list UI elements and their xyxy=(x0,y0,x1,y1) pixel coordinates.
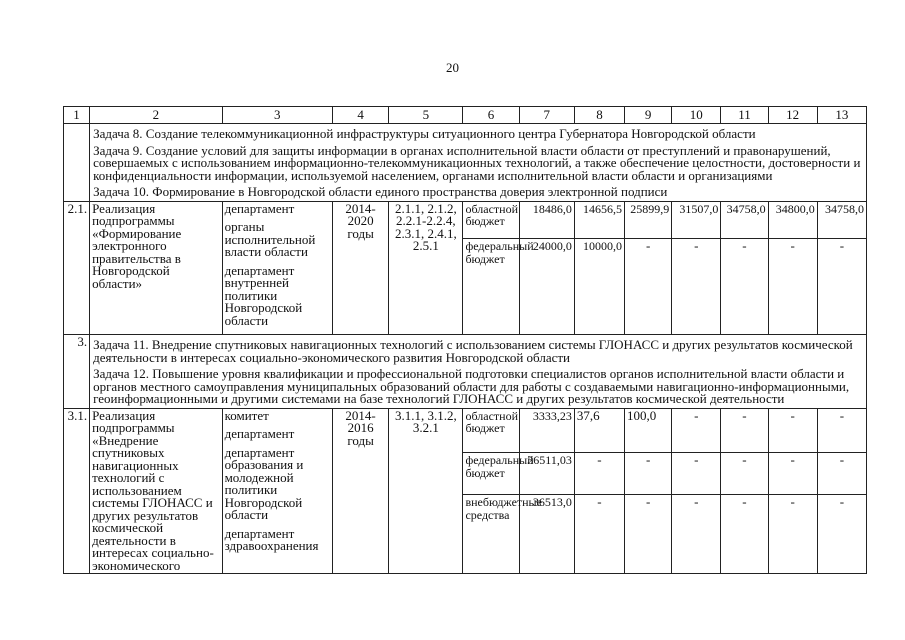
executor: органы исполнительной власти области xyxy=(224,219,316,259)
task-8: Задача 8. Создание телекоммуникационной инфраструктуры ситуационного центра Губернатора Новгородской области xyxy=(93,126,756,141)
header-cell: 5 xyxy=(389,107,463,124)
value-cell: - xyxy=(817,495,866,574)
value-cell: - xyxy=(625,239,672,335)
header-cell: 3 xyxy=(222,107,332,124)
row-number: 2.1. xyxy=(64,201,90,335)
source-name: федеральный бюджет xyxy=(463,453,519,495)
value-cell: - xyxy=(721,453,768,495)
executor: комитет xyxy=(224,407,269,423)
value-cell: 36513,0 xyxy=(519,495,574,574)
value-cell: - xyxy=(672,239,721,335)
executor: департамент здравоохранения xyxy=(224,525,319,553)
value-cell: 34758,0 xyxy=(721,201,768,239)
source-name: внебюджетные средства xyxy=(463,495,519,574)
task-12: Задача 12. Повышение уровня квалификации и профессиональной подготовки специалистов органов исполнительной власти области и органов местного самоуправления муниципальных образований области для работы с создаваемыми навигационно-информационными, геоинформационными и другими системами на базе технологий ГЛОНАСС и других результатов космической деятельности xyxy=(93,366,850,406)
value-cell: - xyxy=(768,408,817,453)
header-cell: 6 xyxy=(463,107,519,124)
row-number: 3.1. xyxy=(64,408,90,574)
row-executors xyxy=(222,201,332,335)
value-cell: - xyxy=(625,495,672,574)
row-executors xyxy=(222,408,332,574)
source-name: областной бюджет xyxy=(463,201,519,239)
executor: департамент xyxy=(224,426,295,441)
value-cell: - xyxy=(574,495,624,574)
value-cell: - xyxy=(768,495,817,574)
value-cell: 34800,0 xyxy=(768,201,817,239)
row-indicators: 2.1.1, 2.1.2, 2.2.1-2.2.4, 2.3.1, 2.4.1, 2.5.1 xyxy=(389,201,463,335)
value-cell: 37,6 xyxy=(574,408,624,453)
value-cell: - xyxy=(721,495,768,574)
header-cell: 8 xyxy=(574,107,624,124)
value-cell: 100,0 xyxy=(625,408,672,453)
value-cell: - xyxy=(672,495,721,574)
row-name: Реализация подпрограммы «Формирование электронного правительства в Новгородской области» xyxy=(90,201,222,335)
table-row xyxy=(64,201,867,239)
row-number: 3. xyxy=(64,335,90,409)
value-cell: - xyxy=(574,453,624,495)
value-cell: - xyxy=(625,453,672,495)
header-cell: 4 xyxy=(332,107,388,124)
header-cell: 12 xyxy=(768,107,817,124)
executor: департамент xyxy=(224,200,295,216)
task-11: Задача 11. Внедрение спутниковых навигационных технологий с использованием системы ГЛОНАСС и других результатов космической деятельности в интересах социально-экономического развития Новгородской области xyxy=(93,337,853,365)
value-cell: 36511,03 xyxy=(519,453,574,495)
header-row xyxy=(64,107,867,124)
value-cell: - xyxy=(768,239,817,335)
row-years: 2014-2020 годы xyxy=(332,201,388,335)
source-name: областной бюджет xyxy=(463,408,519,453)
program-table xyxy=(63,106,867,574)
task-10: Задача 10. Формирование в Новгородской области единого пространства доверия электронной подписи xyxy=(93,184,668,199)
page-number: 20 xyxy=(446,60,459,75)
value-cell: - xyxy=(672,453,721,495)
value-cell: 14656,5 xyxy=(574,201,624,239)
value-cell: - xyxy=(817,408,866,453)
value-cell: 10000,0 xyxy=(574,239,624,335)
header-cell: 7 xyxy=(519,107,574,124)
tasks-row xyxy=(64,335,867,409)
value-cell: 34758,0 xyxy=(817,201,866,239)
header-cell: 1 xyxy=(64,107,90,124)
value-cell: - xyxy=(768,453,817,495)
value-cell: - xyxy=(672,408,721,453)
value-cell: 25899,9 xyxy=(625,201,672,239)
task-9: Задача 9. Создание условий для защиты информации в органах исполнительной власти области от преступлений и правонарушений, совершаемых с использованием информационно-телекоммуникационных технологий, а также обеспечение целостности, достоверности и конфиденциальности информации, используемой населением, органами исполнительной власти области и организациями xyxy=(93,142,861,183)
header-cell: 13 xyxy=(817,107,866,124)
value-cell: - xyxy=(721,239,768,335)
header-cell: 11 xyxy=(721,107,768,124)
row-name: Реализация подпрограммы «Внедрение спутниковых навигационных технологий с использованием системы ГЛОНАСС и других результатов космической деятельности в интересах социально-экономического xyxy=(90,408,222,574)
tasks-row xyxy=(64,124,867,202)
header-cell: 10 xyxy=(672,107,721,124)
executor: департамент внутренней политики Новгородской области xyxy=(224,262,303,328)
value-cell: - xyxy=(817,239,866,335)
value-cell: - xyxy=(817,453,866,495)
row-indicators: 3.1.1, 3.1.2, 3.2.1 xyxy=(389,408,463,574)
header-cell: 9 xyxy=(625,107,672,124)
header-cell: 2 xyxy=(90,107,222,124)
row-years: 2014-2016 годы xyxy=(332,408,388,574)
value-cell: - xyxy=(721,408,768,453)
source-name: федеральный бюджет xyxy=(463,239,519,335)
value-cell: 24000,0 xyxy=(519,239,574,335)
value-cell: 18486,0 xyxy=(519,201,574,239)
value-cell: 3333,23 xyxy=(519,408,574,453)
executor: департамент образования и молодежной политики Новгородской области xyxy=(224,444,304,522)
table-row xyxy=(64,408,867,453)
value-cell: 31507,0 xyxy=(672,201,721,239)
